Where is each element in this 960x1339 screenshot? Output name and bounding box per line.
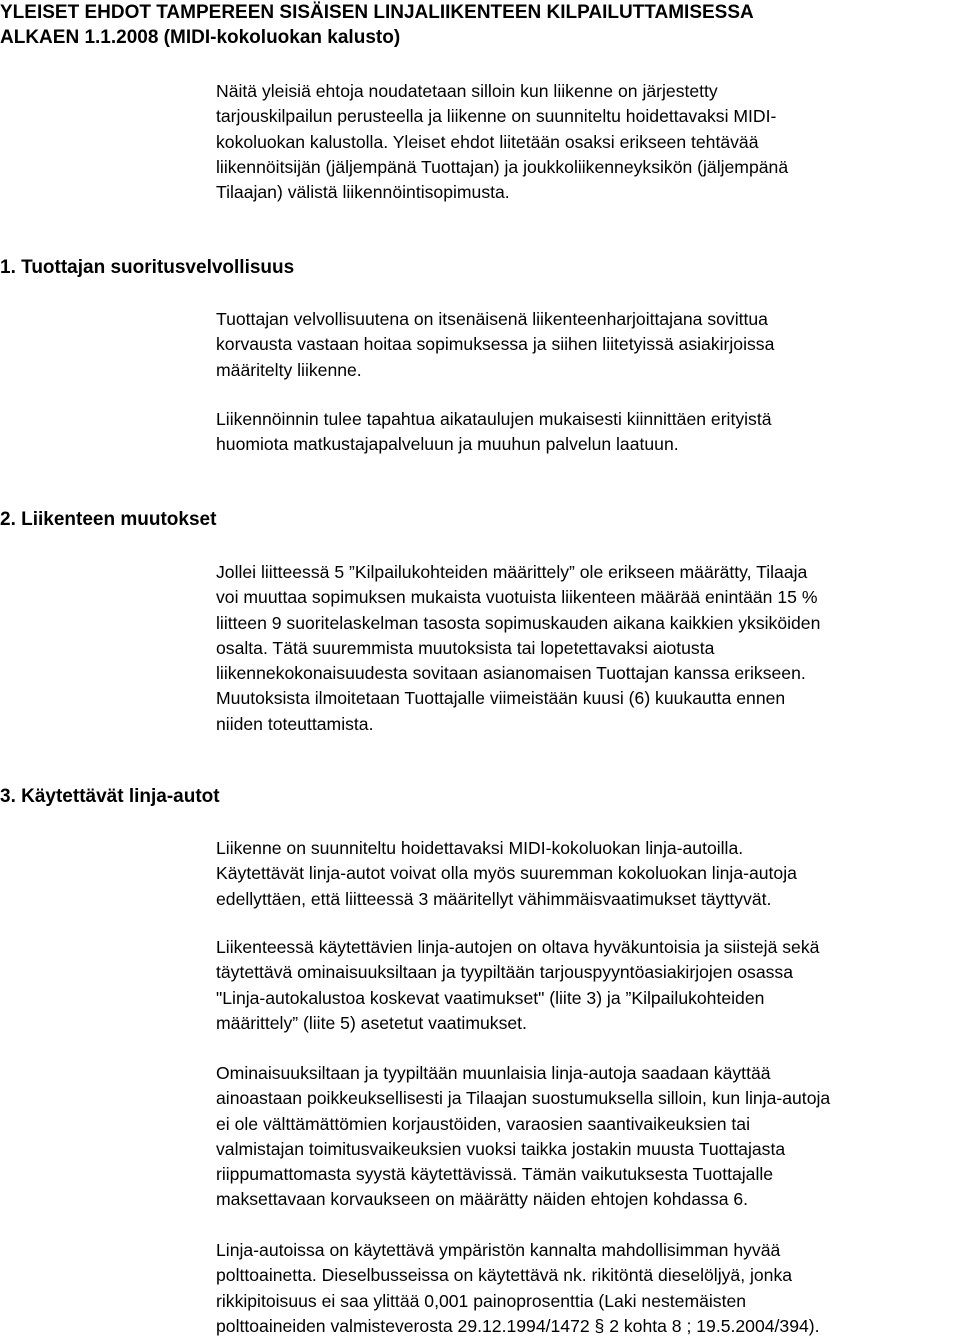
- text-line: huomiota matkustajapalveluun ja muuhun palvelun laatuun.: [216, 434, 679, 455]
- text-line: Muutoksista ilmoitetaan Tuottajalle viimeistään kuusi (6) kuukautta ennen: [216, 688, 786, 709]
- text-line: osalta. Tätä suuremmista muutoksista tai lopetettavaksi aiotusta: [216, 637, 715, 658]
- text-line: liikennöitsijän (jäljempänä Tuottajan) ja joukkoliikenneyksikön (jäljempänä: [216, 156, 789, 177]
- section-heading-3: 3. Käytettävät linja-autot: [0, 786, 220, 807]
- text-line: rikkipitoisuus ei saa ylittää 0,001 painoprosenttia (Laki nestemäisten: [216, 1290, 747, 1311]
- text-line: kokoluokan kalustolla. Yleiset ehdot liitetään osaksi erikseen tehtävää: [216, 131, 759, 152]
- text-line: ei ole välttämättömien korjaustöiden, varaosien saantivaikeuksien tai: [216, 1113, 750, 1134]
- text-line: niiden toteuttamista.: [216, 713, 374, 734]
- text-line: Linja-autoissa on käytettävä ympäristön kannalta mahdollisimman hyvää: [216, 1240, 781, 1260]
- text-line: liikennekokonaisuudesta sovitaan asianomaisen Tuottajan kanssa erikseen.: [216, 663, 806, 684]
- text-line: Tuottajan velvollisuutena on itsenäisenä liikenteenharjoittajana sovittua: [216, 309, 768, 329]
- section-heading-2: 2. Liikenteen muutokset: [0, 509, 217, 530]
- text-line: Liikennöinnin tulee tapahtua aikataulujen mukaisesti kiinnittäen erityistä: [216, 409, 772, 429]
- text-line: Tilaajan) välistä liikennöintisopimusta.: [216, 182, 510, 203]
- section-3-paragraph-3: [216, 1061, 960, 1213]
- text-line: valmistajan toimitusvaikeuksien vuoksi taikka jostakin muusta Tuottajasta: [216, 1138, 786, 1159]
- text-line: ainoastaan poikkeuksellisesti ja Tilaajan suostumuksella silloin, kun linja-autoja: [216, 1088, 831, 1109]
- text-line: korvausta vastaan hoitaa sopimuksessa ja siihen liitetyissä asiakirjoissa: [216, 334, 775, 355]
- section-1-paragraph-1: [216, 307, 960, 383]
- text-line: täytettävä ominaisuuksiltaan ja tyypiltään tarjouspyyntöasiakirjojen osassa: [216, 962, 793, 983]
- text-line: edellyttäen, että liitteessä 3 määritellyt vähimmäisvaatimukset täyttyvät.: [216, 888, 772, 909]
- section-2-paragraph-1: [216, 560, 960, 737]
- section-3-paragraph-4: [216, 1238, 960, 1339]
- text-line: määritelty liikenne.: [216, 359, 362, 380]
- section-3-paragraph-2: [216, 935, 960, 1036]
- text-line: Näitä yleisiä ehtoja noudatetaan silloin kun liikenne on järjestetty: [216, 81, 718, 101]
- text-line: määrittely” (liite 5) asetetut vaatimukset.: [216, 1012, 527, 1033]
- text-line: Jollei liitteessä 5 ”Kilpailukohteiden määrittely” ole erikseen määrätty, Tilaaja: [216, 562, 808, 582]
- section-3-paragraph-1: [216, 836, 960, 912]
- document-title: [0, 0, 940, 50]
- title-line: ALKAEN 1.1.2008 (MIDI-kokoluokan kalusto): [0, 27, 401, 48]
- text-line: liitteen 9 suoritelaskelman tasosta sopimuskauden aikana kaikkien yksiköiden: [216, 612, 821, 633]
- intro-paragraph: [216, 79, 960, 205]
- text-line: maksettavaan korvaukseen on määrätty näiden ehtojen kohdassa 6.: [216, 1189, 749, 1210]
- text-line: tarjouskilpailun perusteella ja liikenne on suunniteltu hoidettavaksi MIDI-: [216, 106, 777, 127]
- title-line: YLEISET EHDOT TAMPEREEN SISÄISEN LINJALIIKENTEEN KILPAILUTTAMISESSA: [0, 2, 754, 23]
- text-line: Ominaisuuksiltaan ja tyypiltään muunlaisia linja-autoja saadaan käyttää: [216, 1063, 771, 1083]
- text-line: "Linja-autokalustoa koskevat vaatimukset" (liite 3) ja ”Kilpailukohteiden: [216, 987, 765, 1008]
- section-heading-1: 1. Tuottajan suoritusvelvollisuus: [0, 257, 295, 278]
- text-line: Liikenteessä käytettävien linja-autojen on oltava hyväkuntoisia ja siistejä sekä: [216, 937, 820, 957]
- text-line: voi muuttaa sopimuksen mukaista vuotuista liikenteen määrää enintään 15 %: [216, 587, 818, 608]
- section-1-paragraph-2: [216, 407, 960, 458]
- text-line: Liikenne on suunniteltu hoidettavaksi MIDI-kokoluokan linja-autoilla.: [216, 838, 744, 858]
- text-line: polttoainetta. Dieselbusseissa on käytettävä nk. rikitöntä dieselöljyä, jonka: [216, 1265, 793, 1286]
- text-line: Käytettävät linja-autot voivat olla myös suuremman kokoluokan linja-autoja: [216, 863, 797, 884]
- text-line: polttoaineiden valmisteverosta 29.12.1994/1472 § 2 kohta 8 ; 19.5.2004/394).: [216, 1315, 820, 1336]
- text-line: riippumattomasta syystä käytettävissä. Tämän vaikutuksesta Tuottajalle: [216, 1164, 774, 1185]
